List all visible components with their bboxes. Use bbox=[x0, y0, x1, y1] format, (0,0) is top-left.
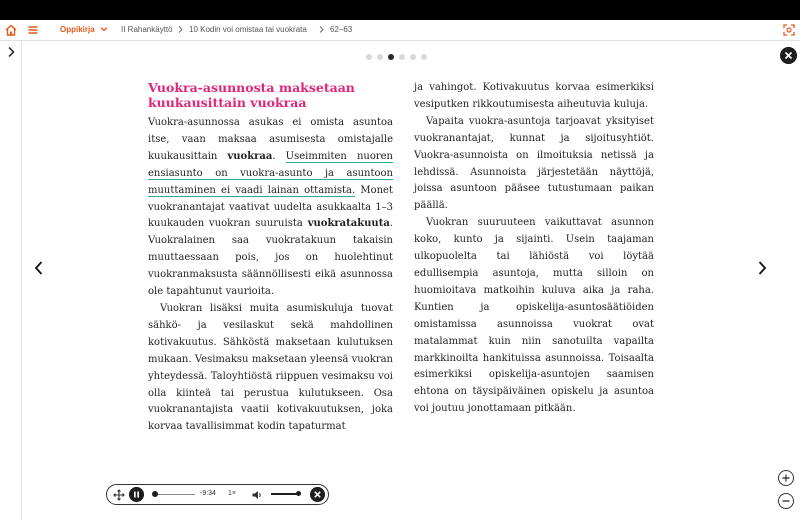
side-panel bbox=[0, 41, 22, 520]
close-icon[interactable] bbox=[780, 47, 797, 64]
paragraph bbox=[148, 115, 393, 301]
chevron-right-icon[interactable] bbox=[756, 260, 768, 276]
paragraph: Vuokran suuruuteen vaikuttavat asunnon koko, kunto ja sijainti. Usein taajaman ulkopuolelta tai lähiöstä voi löytää edullisempia asuntoja, mutta silloin on huomioitava matkoihin kuluva aika ja raha. Kuntien ja opiskelija-asuntosäätiöiden omistamissa asunnoissa vuokrat ovat matalammat kuin niin sanotuilta vapailta markkinoilta hankituissa asunnoissa. Toisaalta esimerkiksi opiskelija-asuntojen saamisen ehtona on täysipäiväinen opiskelu ja asuntoa voi joutuu jonottamaan pitkään. bbox=[414, 217, 654, 415]
breadcrumb-separator-icon bbox=[318, 25, 325, 34]
move-icon[interactable] bbox=[113, 489, 125, 501]
chevron-right-icon[interactable] bbox=[5, 46, 17, 58]
keyword: vuokraa bbox=[227, 150, 273, 162]
paragraph: Vapaita vuokra-asuntoja tarjoavat yksityiset vuokranantajat, kunnat ja sijoitusyhtiöt. Vuokra-asunnoista on ilmoituksia netissä ja lehdissä. Asunnoista järjestetään näyttöjä, joissa asuntoon pääsee tutustumaan paikan päällä. bbox=[414, 115, 654, 212]
page-dot[interactable] bbox=[410, 54, 416, 60]
close-icon[interactable] bbox=[310, 487, 325, 502]
breadcrumb-pages: 62–63 bbox=[330, 25, 353, 34]
volume-slider[interactable] bbox=[271, 493, 299, 495]
text-column-right bbox=[414, 80, 654, 418]
playback-speed-button[interactable]: 1× bbox=[228, 490, 236, 497]
paragraph: ja vahingot. Kotivakuutus korvaa esimerkiksi vesiputken rikkoutumisesta aiheutuvia kuluja. bbox=[414, 82, 654, 110]
breadcrumb-chapter[interactable]: 10 Kodin voi omistaa tai vuokrata bbox=[189, 25, 307, 34]
text-run: . bbox=[272, 150, 286, 162]
reader-toolbar bbox=[0, 20, 800, 41]
page-dot[interactable] bbox=[366, 54, 372, 60]
menu-icon[interactable] bbox=[26, 23, 40, 37]
breadcrumb-section[interactable]: II Rahankäyttö bbox=[121, 25, 173, 34]
text-run: Vuokra-asunnossa asukas ei omista asuntoa itse, vaan maksaa asumisesta omistajalle kuukausittain bbox=[148, 117, 393, 162]
scan-icon[interactable] bbox=[782, 23, 796, 37]
plus-icon[interactable] bbox=[778, 470, 794, 486]
top-system-bar bbox=[0, 0, 800, 20]
breadcrumb-separator-icon bbox=[177, 25, 184, 34]
page-dot-active[interactable] bbox=[388, 54, 394, 60]
playback-progress-bar[interactable] bbox=[153, 494, 195, 495]
text-run: Monet vuokranantajat vaativat uudelta asukkaalta 1–3 kuukauden vuokran suuruista bbox=[148, 184, 393, 230]
highlighted-text[interactable]: Useimmiten nuoren ensiasunto on vuokra-asunto ja asuntoon muuttaminen ei vaadi lainan ottamista. bbox=[148, 150, 393, 196]
page-heading: Vuokra-asunnosta maksetaan kuukausittain vuokraa bbox=[148, 80, 355, 110]
minus-icon[interactable] bbox=[778, 493, 794, 509]
text-run: . Vuokralainen saa vuokratakuun takaisin muuttaessaan pois, jos on huolehtinut vuokranmaksusta säännöllisesti eikä asunnossa ole tapahtunut vaurioita. bbox=[148, 218, 393, 298]
remaining-time: -9:34 bbox=[200, 490, 216, 497]
keyword: vuokratakuuta bbox=[307, 218, 390, 230]
page-dot[interactable] bbox=[377, 54, 383, 60]
page-dot[interactable] bbox=[399, 54, 405, 60]
volume-slider-knob[interactable] bbox=[296, 491, 301, 496]
audio-player bbox=[106, 484, 329, 505]
chevron-down-icon[interactable] bbox=[100, 25, 108, 33]
page-dot[interactable] bbox=[421, 54, 427, 60]
book-selector-label[interactable]: Oppikirja bbox=[60, 25, 95, 34]
chevron-left-icon[interactable] bbox=[33, 260, 45, 276]
home-icon[interactable] bbox=[4, 23, 18, 37]
text-column-left bbox=[148, 80, 393, 436]
playback-scrubber[interactable] bbox=[152, 491, 158, 497]
volume-icon[interactable] bbox=[251, 489, 263, 501]
page-indicator bbox=[366, 54, 427, 60]
paragraph: Vuokran lisäksi muita asumiskuluja tuovat sähkö- ja vesilaskut sekä mahdollinen kotivakuutus. Sähköstä maksetaan kulutuksen mukaan. Vesimaksu maksetaan yleensä vuokran yhteydessä. Taloyhtiöstä riippuen vesimaksu voi olla kiinteä tai perustua kulutukseen. Osa vuokranantajista vaatii kotivakuutuksen, joka korvaa tavallisimmat kodin tapaturmat bbox=[148, 302, 393, 433]
pause-icon[interactable] bbox=[129, 487, 144, 502]
